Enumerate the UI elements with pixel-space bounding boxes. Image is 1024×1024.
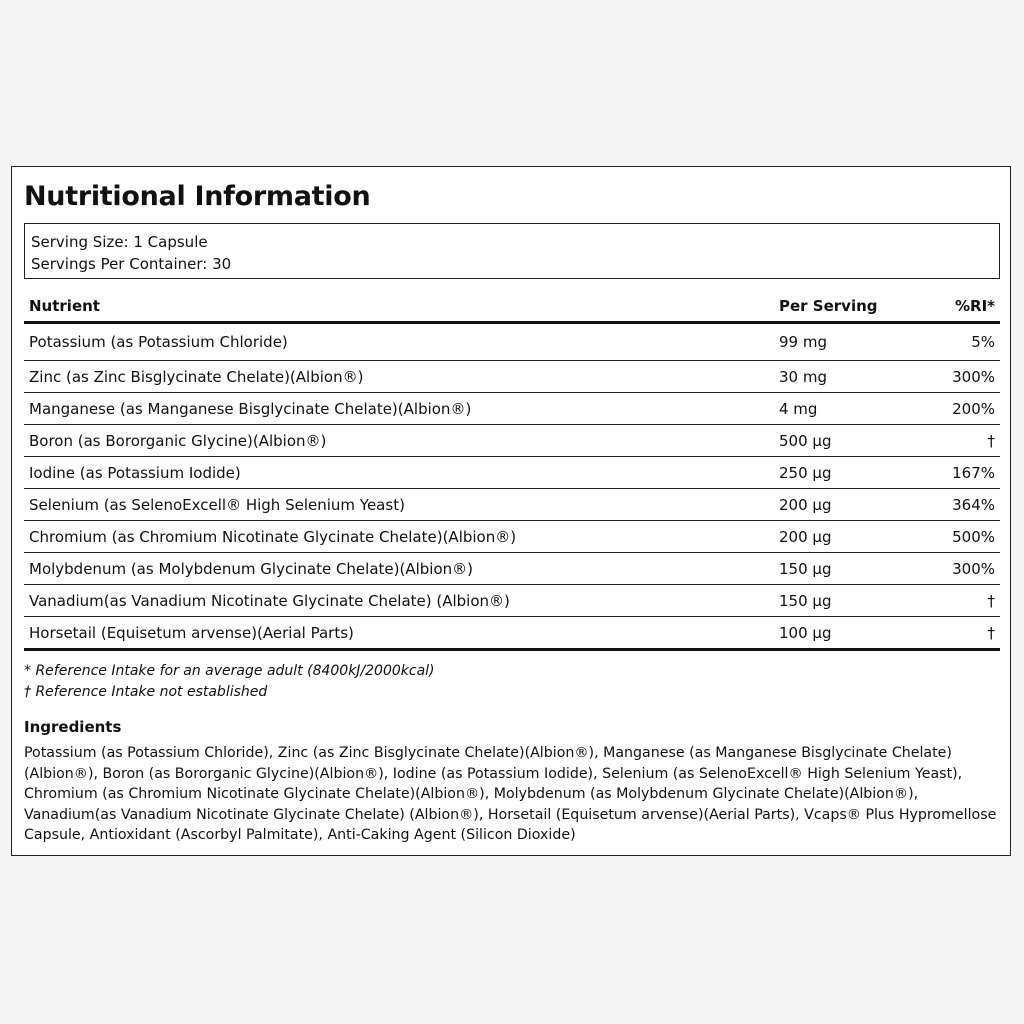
nutrient-ri: 200%: [914, 393, 1000, 425]
table-row: [24, 553, 1000, 585]
table-row: [24, 489, 1000, 521]
nutrition-panel: [11, 166, 1011, 856]
page-title: Nutritional Information: [24, 181, 371, 212]
nutrient-amount: 150 µg: [774, 585, 914, 617]
footnote-ri: * Reference Intake for an average adult (8400kJ/2000kcal): [24, 663, 435, 679]
nutrient-ri: 167%: [914, 457, 1000, 489]
header-per-serving: Per Serving: [774, 291, 914, 323]
nutrient-amount: 200 µg: [774, 521, 914, 553]
nutrient-amount: 100 µg: [774, 617, 914, 650]
table-row: [24, 425, 1000, 457]
ingredients-heading: Ingredients: [24, 718, 122, 736]
table-header-row: [24, 291, 1000, 323]
nutrient-ri: †: [914, 617, 1000, 650]
header-ri: %RI*: [914, 291, 1000, 323]
nutrient-name: Potassium (as Potassium Chloride): [24, 323, 774, 361]
table-row: [24, 457, 1000, 489]
table-row: [24, 361, 1000, 393]
nutrient-amount: 150 µg: [774, 553, 914, 585]
nutrient-ri: †: [914, 585, 1000, 617]
nutrient-ri: 300%: [914, 553, 1000, 585]
nutrient-name: Zinc (as Zinc Bisglycinate Chelate)(Albion®): [24, 361, 774, 393]
nutrient-ri: 5%: [914, 323, 1000, 361]
nutrient-name: Iodine (as Potassium Iodide): [24, 457, 774, 489]
table-row: [24, 585, 1000, 617]
nutrient-ri: 500%: [914, 521, 1000, 553]
header-nutrient: Nutrient: [24, 291, 774, 323]
nutrient-ri: †: [914, 425, 1000, 457]
table-row: [24, 393, 1000, 425]
table-row: [24, 617, 1000, 650]
serving-info-box: [24, 223, 1000, 279]
footnote-dagger: † Reference Intake not established: [24, 684, 268, 700]
footnotes: [24, 661, 435, 703]
nutrient-name: Horsetail (Equisetum arvense)(Aerial Parts): [24, 617, 774, 650]
nutrient-amount: 500 µg: [774, 425, 914, 457]
nutrient-name: Molybdenum (as Molybdenum Glycinate Chelate)(Albion®): [24, 553, 774, 585]
nutrient-name: Selenium (as SelenoExcell® High Selenium Yeast): [24, 489, 774, 521]
ingredients-text: Potassium (as Potassium Chloride), Zinc (as Zinc Bisglycinate Chelate)(Albion®), Manganese (as Manganese Bisglycinate Chelate)(Albion®), Boron (as Bororganic Glycine)(Albion®), Iodine (as Potassium Iodide), Selenium (as SelenoExcell® High Selenium Yeast), Chromium (as Chromium Nicotinate Glycinate Chelate)(Albion®), Molybdenum (as Molybdenum Glycinate Chelate)(Albion®), Vanadium(as Vanadium Nicotinate Glycinate Chelate) (Albion®), Horsetail (Equisetum arvense)(Aerial Parts), Vcaps® Plus Hypromellose Capsule, Antioxidant (Ascorbyl Palmitate), Anti-Caking Agent (Silicon Dioxide): [24, 745, 997, 844]
nutrient-ri: 300%: [914, 361, 1000, 393]
nutrient-name: Manganese (as Manganese Bisglycinate Chelate)(Albion®): [24, 393, 774, 425]
nutrient-amount: 30 mg: [774, 361, 914, 393]
nutrient-name: Boron (as Bororganic Glycine)(Albion®): [24, 425, 774, 457]
nutrient-amount: 4 mg: [774, 393, 914, 425]
nutrient-name: Chromium (as Chromium Nicotinate Glycinate Chelate)(Albion®): [24, 521, 774, 553]
nutrient-name: Vanadium(as Vanadium Nicotinate Glycinate Chelate) (Albion®): [24, 585, 774, 617]
servings-per-container: Servings Per Container: 30: [31, 255, 232, 273]
nutrient-table: [24, 291, 1000, 651]
table-row: [24, 521, 1000, 553]
nutrient-amount: 99 mg: [774, 323, 914, 361]
nutrient-amount: 250 µg: [774, 457, 914, 489]
nutrient-amount: 200 µg: [774, 489, 914, 521]
table-row: [24, 323, 1000, 361]
nutrient-ri: 364%: [914, 489, 1000, 521]
serving-size: Serving Size: 1 Capsule: [31, 233, 208, 251]
